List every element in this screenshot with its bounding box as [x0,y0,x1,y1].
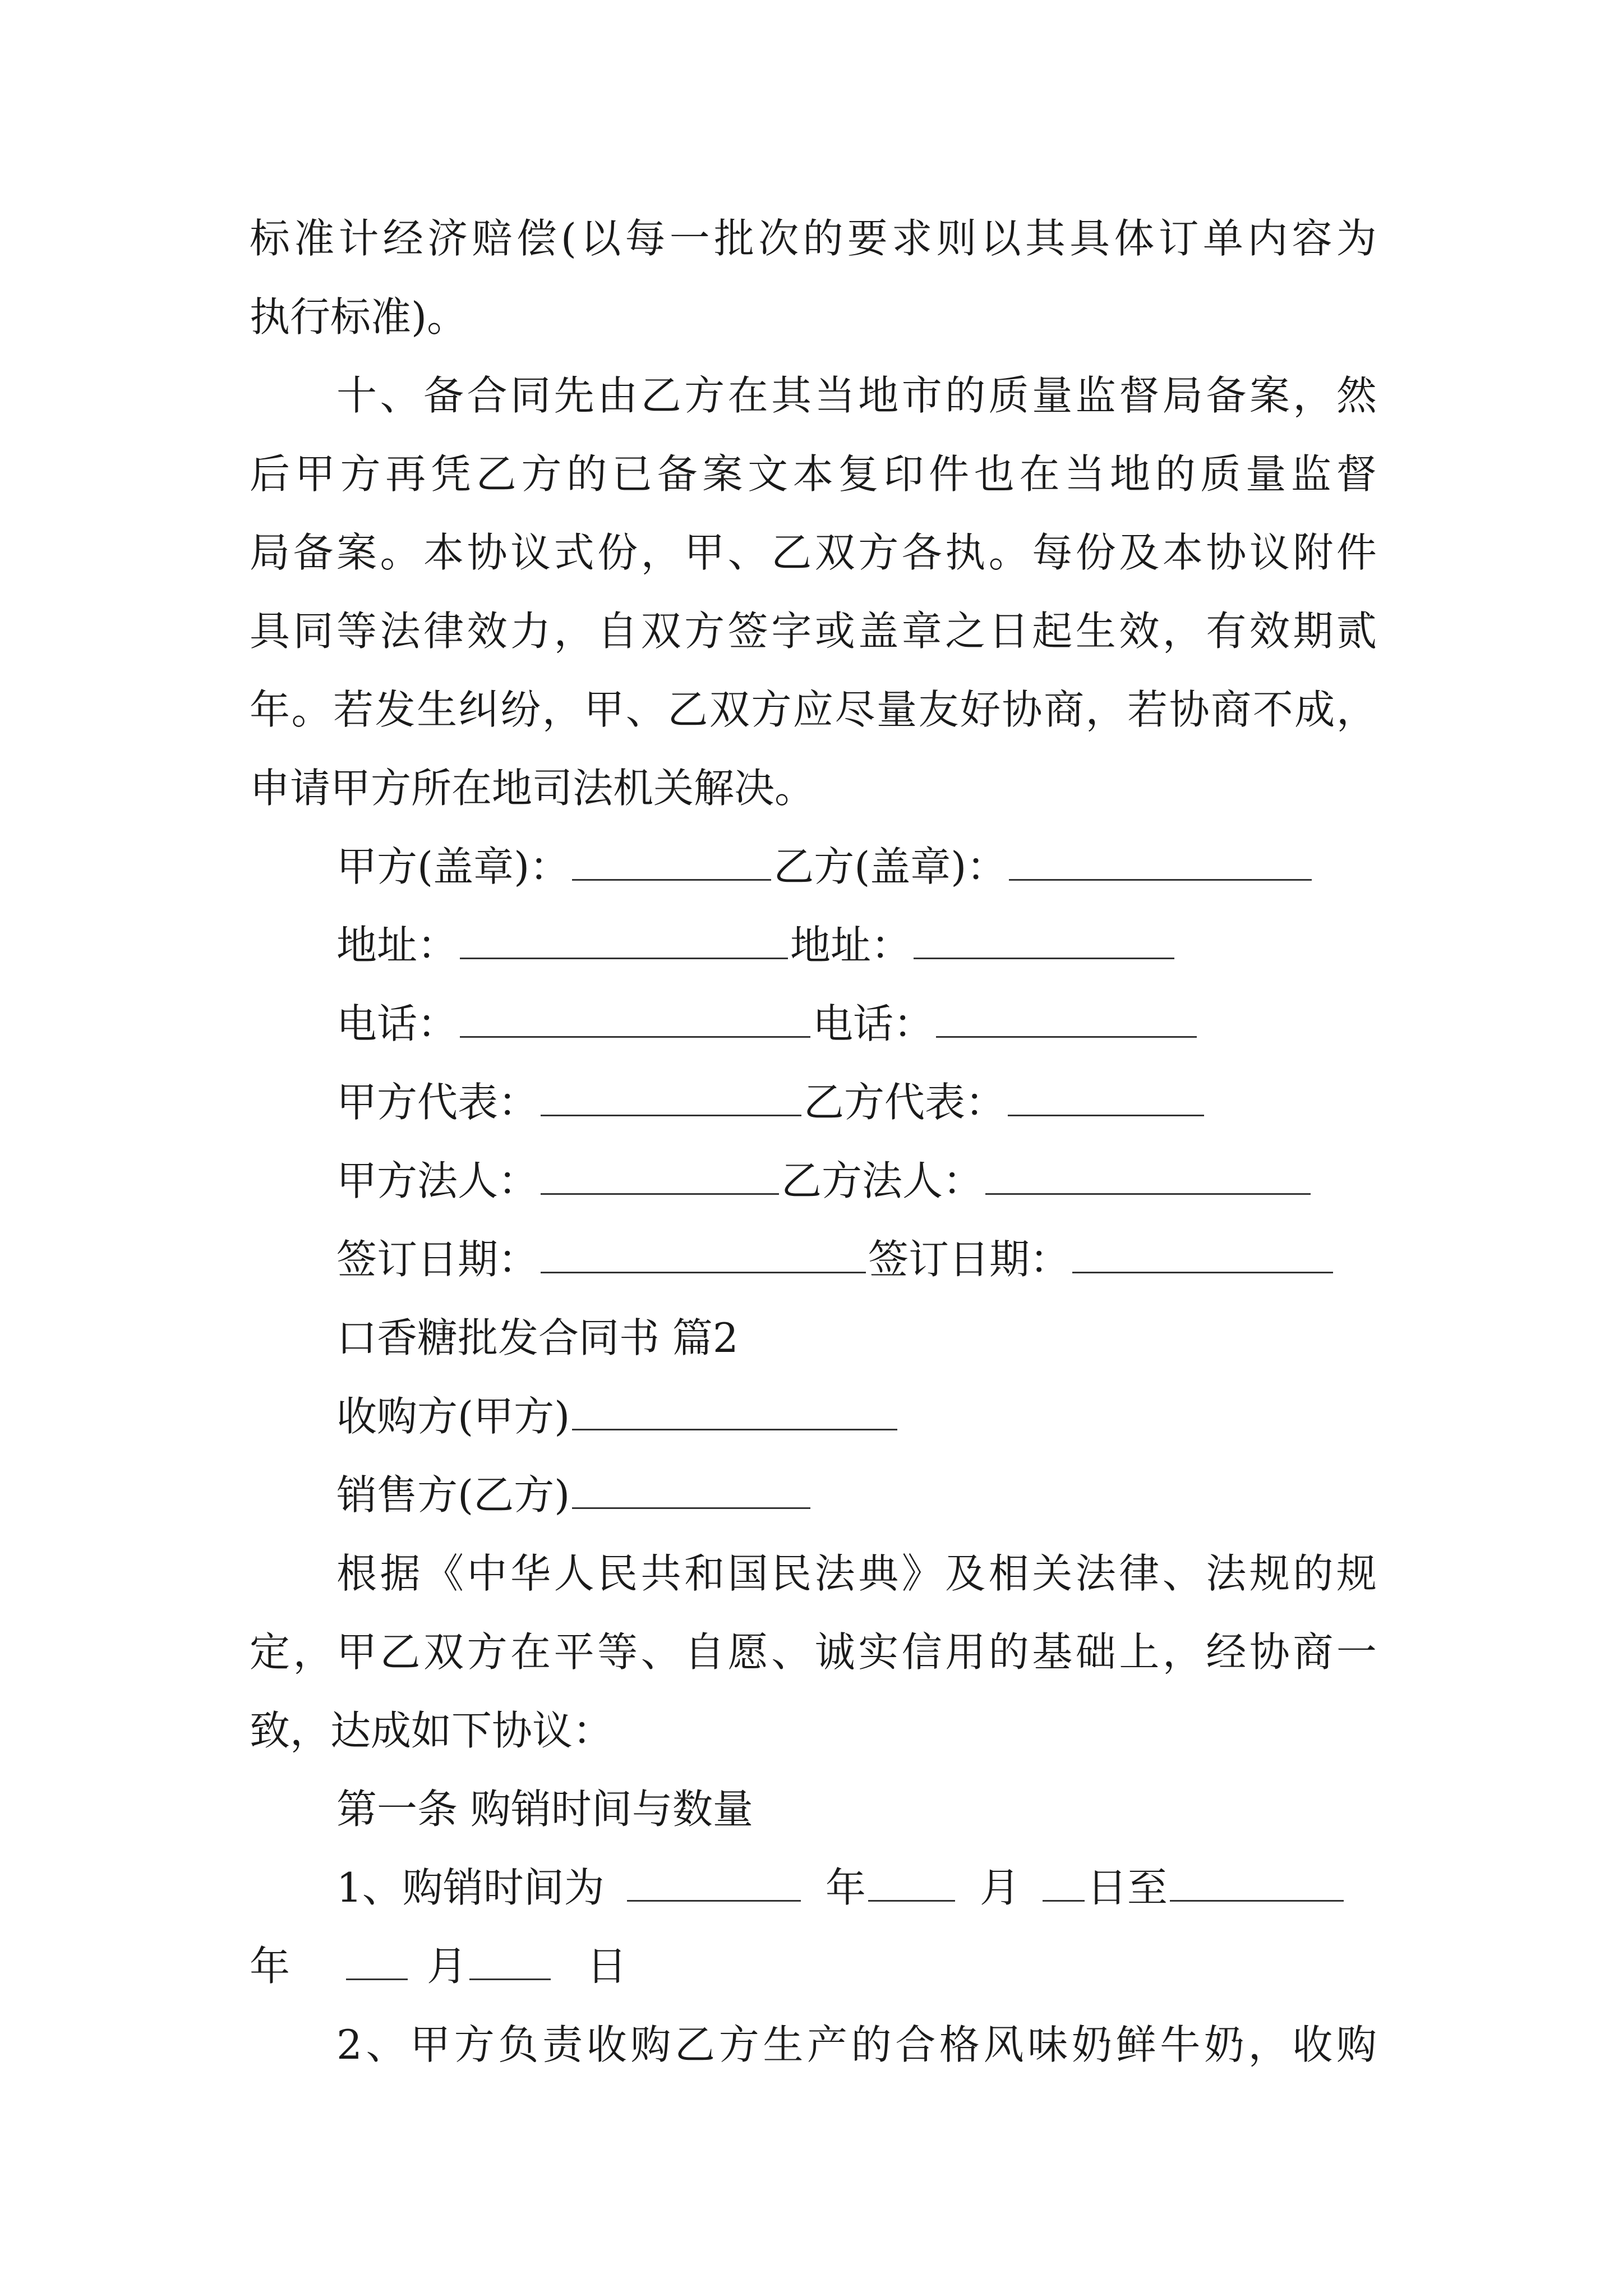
char: 执 [945,529,986,576]
char: 。 [988,529,1029,576]
paragraph-line [250,1621,1377,1683]
char: 以 [580,215,621,262]
char: 议 [510,529,551,576]
char: 的 [851,2021,892,2068]
char: 人 [554,1550,594,1597]
char: 一 [1336,1628,1377,1676]
char: 或 [814,608,855,655]
char: 定 [250,1628,291,1676]
char: 协 [1169,686,1210,733]
address-row [336,914,1377,976]
char: 式 [554,529,594,576]
char: ， [1336,686,1377,733]
char: 其 [1025,215,1066,262]
char: 份 [597,529,638,576]
char: 其 [771,372,812,419]
char: 础 [1075,1628,1116,1676]
char: 效 [1249,608,1290,655]
year2-label: 年 [250,1943,291,1990]
char: 监 [1075,372,1116,419]
rep-a-label: 甲方代表： [336,1079,539,1126]
char: 乙 [771,529,812,576]
legal-a-label: 甲方法人： [336,1157,539,1204]
char: 局 [250,529,291,576]
char: 合 [467,372,508,419]
buyer-row [336,1386,1377,1447]
char: 协 [1206,529,1247,576]
char: 自 [597,608,638,655]
char: 印 [883,450,924,498]
char: 律 [1119,1550,1160,1597]
char: 凭 [430,450,471,498]
char: 律 [423,608,464,655]
paragraph-line [250,679,1377,740]
char: 甲 [336,1628,377,1676]
char: 质 [988,372,1029,419]
char: 经 [382,215,423,262]
date-a-blank [541,1236,866,1273]
party-a-seal-blank [572,843,771,881]
char: 次 [758,215,799,262]
char: 在 [727,372,768,419]
char: 典 [858,1550,899,1597]
char: 实 [858,1628,899,1676]
char: 文 [748,450,789,498]
char: 奶 [1071,2021,1112,2068]
char: 民 [597,1550,638,1597]
char: 的 [803,215,843,262]
char: 订 [1158,215,1199,262]
char: 份 [1075,529,1116,576]
rep-a-blank [541,1079,801,1116]
char: 、 [727,529,768,576]
char: 效 [1119,608,1160,655]
char: 若 [333,686,374,733]
char: ， [554,608,594,655]
paragraph-line: 执行标准)。 [250,293,468,341]
char: 友 [918,686,959,733]
char: 成 [1294,686,1335,733]
char: 件 [929,450,970,498]
char: 和 [684,1550,725,1597]
char: 味 [1027,2021,1068,2068]
char: 法 [814,1550,855,1597]
char: 双 [709,686,750,733]
char: 双 [640,608,681,655]
char: 市 [901,372,942,419]
char: 方 [521,450,562,498]
address-b-label: 地址： [790,922,912,969]
char: 为 [1336,215,1377,262]
char: 地 [1109,450,1150,498]
char: 每 [625,215,666,262]
address-a-blank [460,922,788,959]
char: 格 [939,2021,980,2068]
year-label: 年 [825,1864,866,1911]
char: 当 [1064,450,1105,498]
date-b-blank [1072,1236,1333,1273]
char: 然 [1336,372,1377,419]
start-day-blank [1043,1864,1085,1902]
char: 自 [684,1628,725,1676]
char: 华 [510,1550,551,1597]
day-to-label: 日至 [1086,1864,1168,1911]
char: 济 [427,215,468,262]
char: 协 [467,529,508,576]
char: 、 [625,686,666,733]
char: 日 [988,608,1029,655]
address-a-label: 地址： [336,922,458,969]
char: 不 [1252,686,1293,733]
legal-person-row [336,1150,1377,1212]
rep-b-label: 乙方代表： [804,1079,1006,1126]
phone-a-blank [460,1000,810,1038]
paragraph-line: 致，达成如下协议： [250,1707,614,1754]
char: 生 [1075,608,1116,655]
char: 具 [1069,215,1110,262]
paragraph-line [250,600,1377,662]
char: 尽 [834,686,875,733]
paragraph-line: 申请甲方所在地司法机关解决。 [250,765,815,812]
char: 产 [807,2021,848,2068]
char: 则 [936,215,977,262]
char: 监 [1290,450,1331,498]
char: 生 [417,686,458,733]
char: 容 [1292,215,1332,262]
char: 在 [510,1628,551,1676]
char: 乙 [640,372,681,419]
char: 国 [727,1550,768,1597]
paragraph-line [250,443,1377,505]
char: 及 [1119,529,1160,576]
char: 甲 [684,529,725,576]
phone-row [336,993,1377,1055]
paragraph-line [336,1543,1377,1604]
char: 风 [983,2021,1024,2068]
seller-row [336,1464,1377,1526]
char: 件 [1336,529,1377,576]
end-day-blank [469,1943,551,1980]
seller-blank [572,1471,810,1509]
char: 的 [945,372,986,419]
char: 经 [1206,1628,1247,1676]
char: 要 [847,215,888,262]
char: 方 [340,450,381,498]
party-b-seal-label: 乙方(盖章)： [773,843,1007,890]
char: 乙 [675,2021,716,2068]
char: 一 [669,215,710,262]
sign-date-row [336,1228,1377,1290]
rep-b-blank [1008,1079,1204,1116]
char: 信 [901,1628,942,1676]
char: 、 [366,2021,407,2068]
char: 商 [1044,686,1085,733]
char: 方 [684,372,725,419]
char: 甲 [410,2021,451,2068]
char: ， [1248,2021,1289,2068]
char: ， [293,1628,334,1676]
char: ， [1293,372,1334,419]
char: 的 [1293,1550,1334,1597]
char: 、 [640,1628,681,1676]
char: 同 [510,372,551,419]
char: 案 [336,529,377,576]
char: 求 [892,215,933,262]
paragraph-line [250,208,1377,269]
char: 乙 [476,450,517,498]
char: 、 [380,372,421,419]
date-a-label: 签订日期： [336,1236,539,1283]
char: 若 [1127,686,1168,733]
char: 基 [1032,1628,1073,1676]
char: 效 [467,608,508,655]
char: 的 [1155,450,1196,498]
month-label: 月 [979,1864,1020,1911]
char: 2 [336,2021,362,2068]
char: 方 [718,2021,759,2068]
char: 乙 [667,686,708,733]
party-b-seal-blank [1009,843,1312,881]
char: 字 [771,608,812,655]
char: 量 [1246,450,1287,498]
char: 。 [291,686,332,733]
char: 批 [714,215,755,262]
char: 每 [1032,529,1073,576]
section-title: 口香糖批发合同书 篇2 [336,1314,739,1361]
char: 偿 [516,215,557,262]
char: 方 [454,2021,495,2068]
char: 有 [1206,608,1247,655]
char: 购 [630,2021,671,2068]
char: 年 [250,686,291,733]
char: 》 [901,1550,942,1597]
char: 的 [988,1628,1029,1676]
char: 督 [1119,372,1160,419]
char: 等 [597,1628,638,1676]
char: 章 [901,608,942,655]
char: 双 [814,529,855,576]
char: 之 [945,608,986,655]
char: 规 [1249,1550,1290,1597]
char: 责 [542,2021,583,2068]
char: 地 [858,372,899,419]
legal-b-label: 乙方法人： [781,1157,984,1204]
start-year-blank [627,1864,801,1902]
char: 备 [657,450,698,498]
char: 先 [554,372,594,419]
char: 的 [566,450,607,498]
char: 备 [1206,372,1247,419]
char: ( [560,215,577,262]
char: 商 [1293,1628,1334,1676]
phone-b-blank [936,1000,1197,1038]
char: 十 [336,372,377,419]
char: 收 [586,2021,627,2068]
char: 乙 [380,1628,421,1676]
char: 计 [338,215,379,262]
char: 根 [336,1550,377,1597]
char: 体 [1114,215,1155,262]
char: 贰 [1336,608,1377,655]
char: 收 [1292,2021,1333,2068]
char: 相 [988,1550,1029,1597]
char: 方 [751,686,792,733]
char: 诚 [814,1628,855,1676]
char: 《 [423,1550,464,1597]
char: 量 [876,686,917,733]
char: 案 [1249,372,1290,419]
clause-1-line-1 [336,1857,1377,1918]
char: 用 [945,1628,986,1676]
char: 附 [1293,529,1334,576]
char: 期 [1293,608,1334,655]
char: 纠 [458,686,499,733]
char: 中 [467,1550,508,1597]
address-b-blank [914,922,1174,959]
end-month-blank [346,1943,408,1980]
char: 方 [684,608,725,655]
char: 平 [554,1628,594,1676]
char: 负 [498,2021,539,2068]
char: 本 [792,450,833,498]
char: 方 [858,529,899,576]
char: 关 [1032,1550,1073,1597]
char: 准 [294,215,335,262]
char: 盖 [858,608,899,655]
char: 规 [1336,1550,1377,1597]
char: 签 [727,608,768,655]
char: 纷 [500,686,541,733]
char: 在 [1019,450,1060,498]
party-a-seal-label: 甲方(盖章)： [336,843,570,890]
char: 本 [1162,529,1203,576]
char: 牛 [1160,2021,1201,2068]
char: 以 [980,215,1021,262]
char: 赔 [472,215,513,262]
char: 量 [1032,372,1073,419]
char: 等 [336,608,377,655]
char: 合 [895,2021,936,2068]
char: 甲 [294,450,335,498]
char: 本 [423,529,464,576]
char: 起 [1032,608,1073,655]
char: 备 [293,529,334,576]
seal-row [336,836,1377,898]
month2-label: 月 [427,1943,468,1990]
char: 购 [1336,2021,1377,2068]
char: 愿 [727,1628,768,1676]
char: 标 [250,215,291,262]
char: 单 [1202,215,1243,262]
char: 已 [611,450,652,498]
char: 法 [1075,1550,1116,1597]
char: 具 [250,608,291,655]
char: 同 [293,608,334,655]
clause-1-line-2 [250,1935,1377,1997]
paragraph-line [336,365,1377,426]
char: ， [1162,1628,1203,1676]
article-title: 第一条 购销时间与数量 [336,1786,753,1833]
char: 发 [375,686,416,733]
char: 再 [385,450,426,498]
char: 好 [960,686,1001,733]
char: ， [542,686,583,733]
char: 民 [771,1550,812,1597]
representative-row [336,1071,1377,1133]
char: 及 [945,1550,986,1597]
char: 当 [814,372,855,419]
char: 、 [771,1628,812,1676]
char: 。 [380,529,421,576]
char: 上 [1119,1628,1160,1676]
char: 也 [974,450,1015,498]
char: 商 [1211,686,1252,733]
phone-a-label: 电话： [336,1000,458,1047]
char: ， [640,529,681,576]
char: ， [1162,608,1203,655]
buyer-blank [572,1393,897,1430]
seller-label: 销售方(乙方) [336,1471,570,1519]
date-b-label: 签订日期： [868,1236,1071,1283]
end-year-blank [1170,1864,1344,1902]
paragraph-line [250,522,1377,583]
char: 鲜 [1115,2021,1156,2068]
char: 协 [1249,1628,1290,1676]
char: 议 [1249,529,1290,576]
char: 案 [702,450,743,498]
char: 由 [597,372,638,419]
char: 各 [901,529,942,576]
char: 内 [1247,215,1288,262]
char: 法 [380,608,421,655]
char: 协 [1002,686,1043,733]
char: ， [1085,686,1126,733]
start-month-blank [868,1864,955,1902]
char: 应 [792,686,833,733]
clause-2-line [336,2014,1377,2076]
char: 双 [423,1628,464,1676]
char: 督 [1336,450,1377,498]
char: 法 [1206,1550,1247,1597]
char: 质 [1200,450,1241,498]
phone-b-label: 电话： [813,1000,934,1047]
clause-1-prefix: 1、购销时间为 [336,1864,605,1911]
day2-label: 日 [587,1943,628,1990]
legal-a-blank [541,1157,779,1195]
char: 甲 [584,686,625,733]
buyer-label: 收购方(甲方) [336,1393,570,1440]
char: 方 [467,1628,508,1676]
char: 局 [1162,372,1203,419]
char: 奶 [1204,2021,1244,2068]
char: 共 [640,1550,681,1597]
legal-b-blank [985,1157,1311,1195]
char: 据 [380,1550,421,1597]
char: 生 [763,2021,804,2068]
char: 、 [1162,1550,1203,1597]
char: 备 [423,372,464,419]
char: 后 [250,450,291,498]
char: 力 [510,608,551,655]
char: 复 [838,450,879,498]
